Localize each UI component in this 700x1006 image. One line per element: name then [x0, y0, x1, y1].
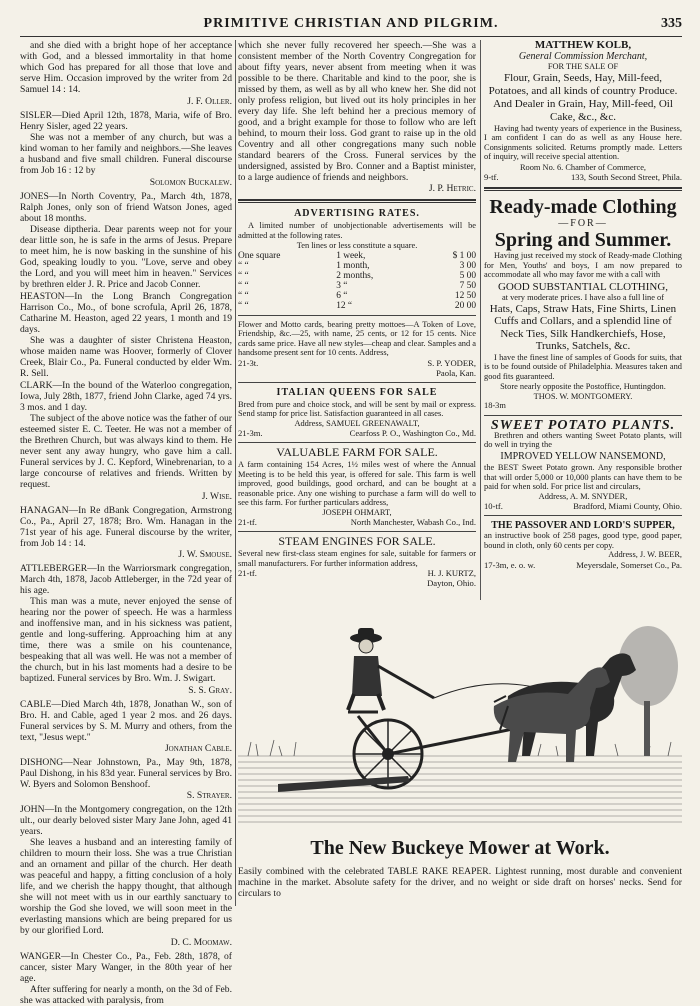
ad-name: JOSEPH OHMART, [322, 507, 392, 517]
ad-place: Bradford, Miami County, Ohio. [573, 501, 682, 511]
ad-place: Cearfoss P. O., Washington Co., Md. [349, 428, 476, 438]
section-divider [484, 187, 682, 191]
mower-ad-title: The New Buckeye Mower at Work. [310, 837, 610, 859]
tree [618, 626, 678, 756]
ad-code: 10-tf. [484, 501, 503, 511]
rate-price: 12 50 [454, 290, 476, 301]
rate-price: 20 00 [454, 300, 476, 311]
ad-code: 21-3m. [238, 428, 263, 438]
rates-row [238, 271, 476, 281]
rates-table [238, 251, 476, 311]
ad-name: Address, A. M. SNYDER, [538, 491, 628, 501]
rate-price: 3 00 [459, 260, 476, 271]
ad-name: S. P. YODER, [427, 357, 476, 368]
clothing-ad-good: GOOD SUBSTANTIAL CLOTHING, [497, 280, 669, 293]
kolb-ad-forsale: FOR THE SALE OF [547, 62, 619, 71]
passover-text: an instructive book of 258 pages, good type, good paper, bound in cloth, only 60 cents per copy. [484, 531, 682, 550]
obituary-attleberger: ATTLEBERGER—In the Warriorsmark congregation, March 4th, 1878, Jacob Attleberger, in the 72d year of his age. [20, 563, 232, 596]
section-divider [238, 382, 476, 383]
page-header [20, 14, 682, 37]
valuable-farm-ad: A farm containing 154 Acres, 1½ miles west of where the Annual Meeting is to be held this year, is offered for sale. This farm is well improved, good buildings, good orchard, and can be bought at a reasonable price. Any one wishing to purchase a farm will do well to see this farm. For further particulars address, [238, 460, 476, 507]
ad-name: Address, J. W. BEER, [608, 550, 682, 559]
obituary-signature: S. Strayer. [186, 790, 232, 801]
sweet-potato-text: Brethren and others wanting Sweet Potato plants, will do well in trying the [484, 430, 682, 449]
section-divider [484, 515, 682, 516]
clothing-ad-season: Spring and Summer. [494, 229, 672, 251]
ad-address [238, 358, 476, 378]
obituary-signature: Jonathan Cable. [164, 743, 232, 754]
column-divider [480, 40, 481, 600]
ad-code: 21-tf. [238, 568, 257, 578]
section-divider [238, 315, 476, 316]
page-number: 335 [661, 16, 682, 31]
rate-price: 7 50 [459, 280, 476, 291]
obituary-signature: D. C. Moomaw. [170, 937, 232, 948]
rate-term: 3 “ [336, 280, 348, 291]
steam-engines-heading: STEAM ENGINES FOR SALE. [278, 534, 436, 548]
clothing-ad-for: —FOR— [558, 218, 608, 229]
rate-quantity: “ “ [238, 280, 249, 291]
sweet-potato-title: SWEET POTATO PLANTS. [490, 417, 676, 433]
advertising-rates-note: Ten lines or less constitute a square. [296, 241, 418, 250]
rates-row [238, 281, 476, 291]
sweet-potato-text2: the BEST Sweet Potato grown. Any responsible brother that will order 5,000 or 10,000 plants can have them to be paid for when sold. For price list and circulars, [484, 463, 682, 491]
ad-code: 21-tf. [238, 517, 257, 527]
obituary-hanagan: HANAGAN—In Re dBank Congregation, Armstrong Co., Pa., April 27, 1878; Bro. Wm. Hanagan in the 71st year of his age. Funeral discourse by the writer, from Job 14 : 14. [20, 505, 232, 549]
obituary-signature: S. S. Gray. [188, 685, 232, 696]
steam-engines-ad: Several new first-class steam engines for sale, suitable for farmers or small manufacturers. For further information address, [238, 549, 476, 568]
motto-cards-ad: Flower and Motto cards, bearing pretty mottoes—A Token of Love, Friendship, &c.—25, with name, 25 cents, or 12 for 15 cents. Nice cards same price. Have all new styles—cheap and clear. Samples and a handsome present sent for 10 cents. Address, [238, 319, 476, 357]
rate-quantity: “ “ [238, 260, 249, 271]
obituary-text: She was a daughter of sister Christena Heaston, whose maiden name was Hoover, formerly of Clover Creek, Blair Co., Pa. Funeral conducted by elder Wm. R. Sell. [20, 335, 232, 379]
obituary-signature: J. Wise. [201, 491, 232, 502]
ad-code: 18-3m [484, 401, 506, 410]
obituary-heaston: HEASTON—In the Long Branch Congregation Harrison Co., Mo., of bone scrofula, April 26, 1878, Catharine M. Heaston, aged 22 years, 1 month and 19 days. [20, 291, 232, 335]
rate-price: 5 00 [459, 270, 476, 281]
rate-term: 1 week, [336, 250, 366, 261]
obituary-text: After suffering for nearly a month, on the 3d of Feb. she was attacked with paralysis, from [20, 984, 232, 1006]
section-divider [238, 442, 476, 443]
ad-address [484, 560, 682, 570]
obituary-text: Disease diptheria. Dear parents weep not for your dear little son, he is safe in the arms of Jesus. Prepare to meet him, he is now basking in the sunshine of his God, speaking loudly to you. "Love, serve and obey the Lord, and you will meet him in heaven." Services by brethren elder J. R. Price and Jacob Conner. [20, 224, 232, 290]
rates-row [238, 251, 476, 261]
driver-figure [348, 628, 434, 710]
italian-queens-heading: ITALIAN QUEENS FOR SALE [276, 386, 438, 398]
valuable-farm-heading: VALUABLE FARM FOR SALE. [276, 445, 438, 459]
obituary-signature: J. W. Smouse. [178, 549, 232, 560]
ad-place: 133, South Second Street, Phila. [571, 172, 682, 182]
ad-address [238, 428, 476, 438]
rates-row [238, 301, 476, 311]
clothing-ad-moderate: at very moderate prices. I have also a full line of [501, 293, 665, 302]
ad-address [484, 501, 682, 511]
obituary-signature: Solomon Buckalew. [149, 177, 232, 188]
sweet-potato-variety: IMPROVED YELLOW NANSEMOND, [500, 450, 666, 462]
ad-code: 17-3m, e. o. w. [484, 559, 536, 570]
column-divider [235, 40, 236, 906]
middle-column [238, 40, 476, 588]
grass-strokes [248, 740, 671, 756]
kolb-ad-text: Having had twenty years of experience in the Business, I am confident I can do as well as any House here. Consignments solicited. Returns promptly made. Letters of inquiry, will receive special attention. [484, 123, 682, 161]
ad-address [238, 517, 476, 527]
obituary-dishong: DISHONG—Near Johnstown, Pa., May 9th, 1878, Paul Dishong, in his 83d year. Funeral services by Bro. W. Byers and Solomon Benshoof. [20, 757, 232, 790]
ad-place: Dayton, Ohio. [427, 578, 476, 588]
rates-row [238, 291, 476, 301]
obituary-wanger: WANGER—In Chester Co., Pa., Feb. 28th, 1878, of cancer, sister Mary Wanger, in the 80th year of her age. [20, 951, 232, 984]
right-column [484, 40, 682, 595]
ad-place: Meyersdale, Somerset Co., Pa. [576, 559, 682, 570]
ad-address [238, 568, 476, 588]
advertising-rates-heading: ADVERTISING RATES. [294, 208, 420, 219]
clothing-ad-text: Having just received my stock of Ready-made Clothing for Men, Youths' and boys, I am now prepared to accommodate all who may favor me with a call with [484, 251, 682, 279]
obituary-text: This man was a mute, never enjoyed the sense of hearing nor the power of speech. He was a harmless and inoffensive man, and in his sickness was patient, gentle and long-suffering. Approaching him at any time, there was a smile on his countenance, bespeaking that all was well. He was not a member of the church, but in his last moments had a desire to be baptized. Funeral services by Bro. Wm. J. Swigart. [20, 596, 232, 684]
obituary-text: The subject of the above notice was the father of our esteemed sister E. C. Teeter. He was not a member of the Brethren Church, but was always kind to them. He never sent any away hungry, who gave him a call. Funeral services by J. C. Kepford, Winebrenarian, to a large concourse of relatives and friends. Written by request. [20, 413, 232, 490]
obituary-signature: J. P. Hetric. [428, 183, 476, 194]
obituary-sisler: SISLER—Died April 12th, 1878, Maria, wife of Bro. Henry Sisler, aged 22 years. [20, 110, 232, 132]
clothing-ad-title: Ready-made Clothing [489, 196, 677, 218]
obituary-continued: and she died with a bright hope of her acceptance with God, and a blessed immortality in that home which God has prepared for all those that love and serve Him. Occasion improved by the writer from 2d Samuel 14 : 14. [20, 40, 232, 95]
rate-term: 6 “ [336, 290, 348, 301]
obituary-clark: CLARK—In the bound of the Waterloo congregation, Iowa, July 28th, 1877, friend John Clarke, aged 74 yrs. 3 mos. and 1 day. [20, 380, 232, 413]
ad-name: Address, SAMUEL GREENAWALT, [294, 418, 420, 428]
obituary-continued: which she never fully recovered her speech.—She was a consistent member of the North Coventry Congregation for about fifty years, never absent from meeting when it was possible to be there. Charitable and kind to the poor, she is missed by them, as well as by all who knew her. She did not only profess religion, but lived out its holy principles in her every day life. She left behind her a precious memory of good, and a bright example for those to follow who are left behind, to mourn their loss. God grant to raise up in the old Coventry and all other congregations many such noble standard bearers of the Cross. Funeral services by the undersigned, assisted by Bro. Conner and a Baptist minister, to a large audience of friends and neighbors. [238, 40, 476, 183]
rates-row [238, 261, 476, 271]
obituary-jones: JONES—In North Coventry, Pa., March 4th, 1878, Ralph Jones, only son of friend Watson Jones, aged about 18 months. [20, 191, 232, 224]
ad-code: 21-3t. [238, 357, 259, 368]
ad-place: Paola, Kan. [436, 367, 476, 378]
advertising-rates-intro: A limited number of unobjectionable advertisements will be admitted at the following rates. [238, 221, 476, 240]
rate-quantity: “ “ [238, 300, 249, 311]
italian-queens-ad: Bred from pure and choice stock, and will be sent by mail or express. Send stamp for price list. Satisfaction guaranteed in all cases. [238, 399, 476, 418]
section-divider [484, 415, 682, 416]
kolb-ad-goods: Flour, Grain, Seeds, Hay, Mill-feed, Potatoes, and all kinds of country Produce. And Dealer in Grain, Hay, Mill-feed, Oil Cake, &c., &c. [488, 71, 678, 123]
obituary-john: JOHN—In the Montgomery congregation, on the 12th ult., our dearly beloved sister Mary Jane John, aged 41 years. [20, 804, 232, 837]
kolb-ad-subtitle: General Commission Merchant, [518, 51, 648, 62]
rate-price: $ 1 00 [452, 250, 476, 261]
ad-code: 9-tf. [484, 172, 499, 182]
horses [494, 653, 636, 762]
kolb-ad-room: Room No. 6. Chamber of Commerce, [519, 162, 647, 172]
clothing-ad-samples: I have the finest line of samples of Goods for suits, that is to be found outside of Philadelphia. Measures taken and good fits guaranteed. [484, 352, 682, 381]
obituary-text: She leaves a husband and an interesting family of children to mourn their loss. She was a true Christian and an ornament and pillar of the church. Her death was peaceful and happy, a fitting conclusion of a holy life, and we cherish the happy thought, that although she will not meet with us in our earthly sanctuary to worship the God she loved, we will soon meet in the everlasting mansions which are being prepared for us by our glorified Lord. [20, 837, 232, 936]
rate-quantity: “ “ [238, 270, 249, 281]
ad-place: North Manchester, Wabash Co., Ind. [350, 517, 476, 527]
obituary-column [20, 40, 232, 1006]
rate-quantity: One square [238, 250, 281, 261]
rate-term: 1 month, [336, 260, 370, 271]
clothing-ad-store: Store nearly opposite the Postoffice, Huntingdon. [500, 382, 666, 391]
passover-heading: THE PASSOVER AND LORD'S SUPPER, [491, 520, 675, 531]
section-divider [238, 199, 476, 203]
rate-term: 2 months, [336, 270, 374, 281]
cutter-bar [278, 776, 410, 792]
clothing-ad-name: THOS. W. MONTGOMERY. [533, 391, 633, 401]
rate-term: 12 “ [336, 300, 353, 311]
ad-name: H. J. KURTZ, [427, 568, 476, 578]
obituary-text: She was not a member of any church, but was a kind woman to her family and neighbors.—She leaves a husband and five small children. Funeral discourse from Job 16 : 12 by [20, 132, 232, 176]
mower-ad-description: Easily combined with the celebrated TABLE RAKE REAPER. Lightest running, most durable and convenient machine in the market. Absolute safety for the driver, and no weight or side draft on horses' necks. Send for circulars to [238, 866, 682, 899]
obituary-cable: CABLE—Died March 4th, 1878, Jonathan W., son of Bro. H. and Cable, aged 1 year 2 mos. and 26 days. Funeral services by S. M. Murry and others, from the text, "Jesus wept." [20, 699, 232, 743]
mower-illustration [238, 606, 682, 832]
clothing-ad-items: Hats, Caps, Straw Hats, Fine Shirts, Linen Cuffs and Collars, and a splendid line of Neck Ties, Silk Handkerchiefs, Hose, Trunks, Satchels, &c. [489, 302, 677, 352]
publication-title: PRIMITIVE CHRISTIAN AND PILGRIM. [203, 16, 499, 31]
ad-address [484, 172, 682, 182]
section-divider [238, 531, 476, 532]
rate-quantity: “ “ [238, 290, 249, 301]
kolb-ad-name: MATTHEW KOLB, [534, 39, 632, 51]
obituary-signature: J. F. Oller. [187, 96, 232, 107]
